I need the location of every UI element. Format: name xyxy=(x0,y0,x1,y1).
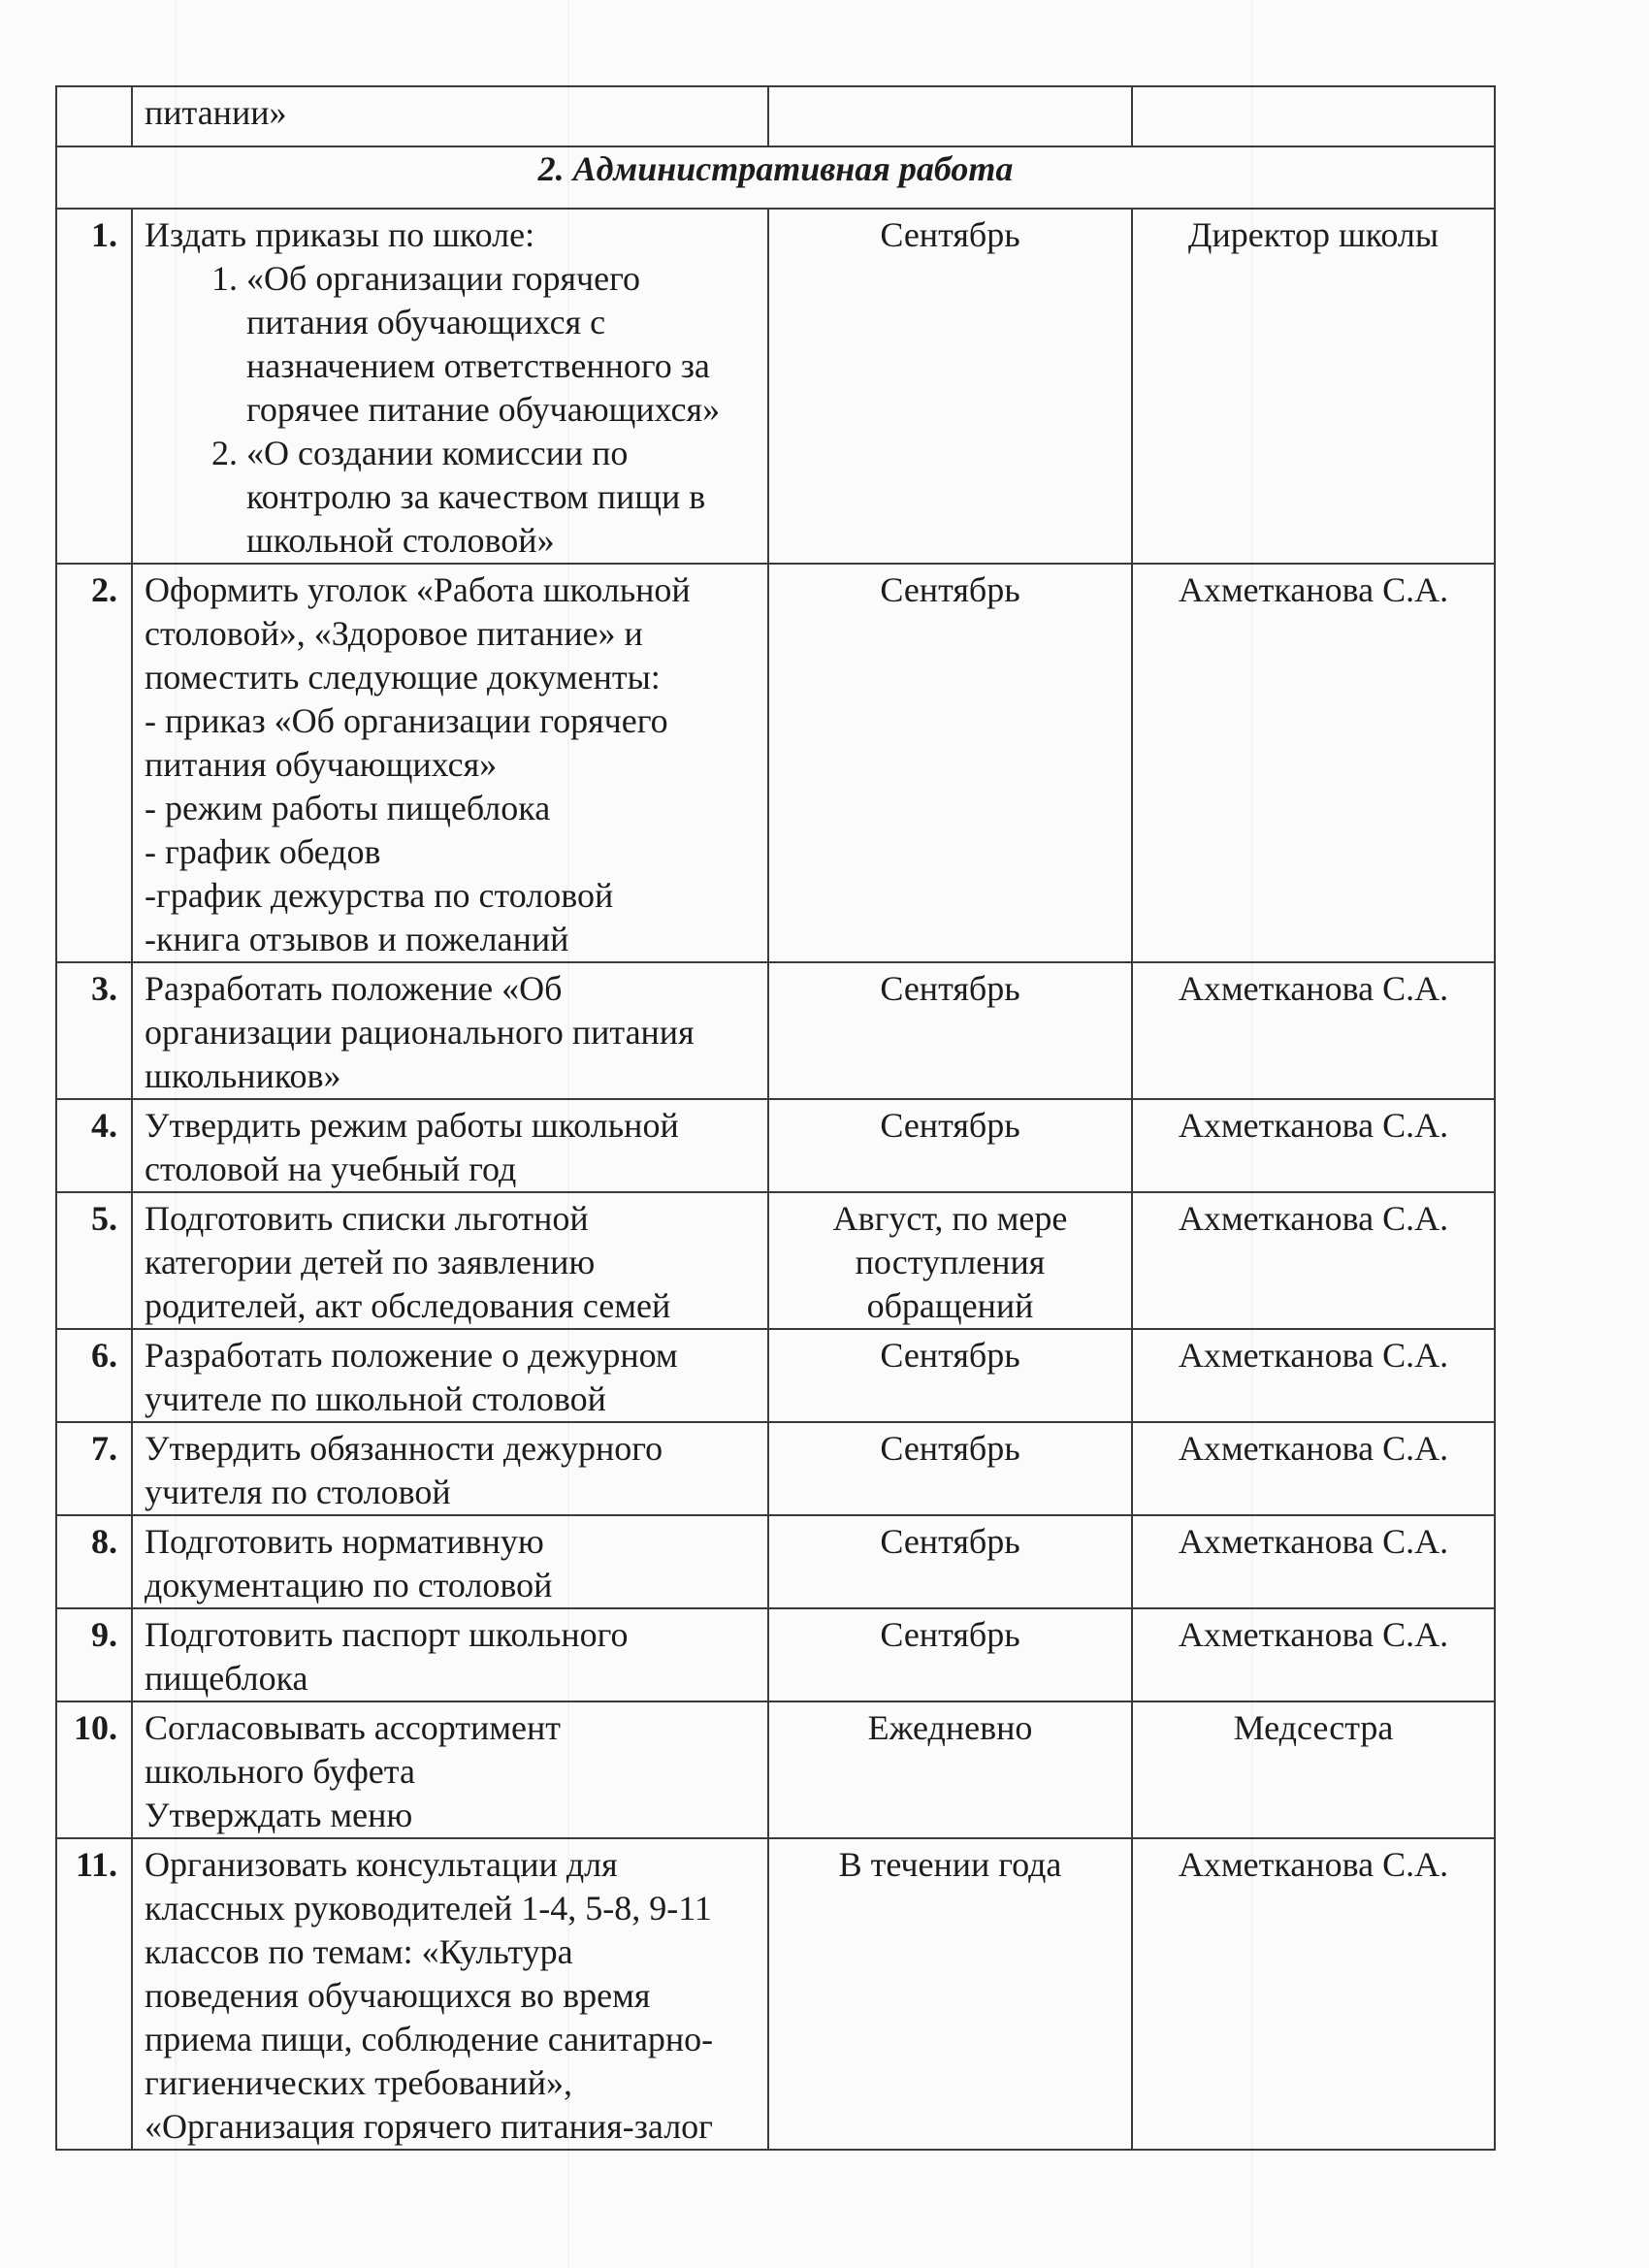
row-number: 2. xyxy=(56,564,132,962)
row-number: 6. xyxy=(56,1329,132,1422)
term-cell: Сентябрь xyxy=(768,1329,1132,1422)
task-cell xyxy=(132,1329,768,1422)
table-row xyxy=(56,1608,1495,1701)
row-number: 5. xyxy=(56,1192,132,1329)
table-row xyxy=(56,1701,1495,1838)
task-cell xyxy=(132,1192,768,1329)
table-row xyxy=(56,1099,1495,1192)
table-row xyxy=(56,209,1495,564)
task-cell xyxy=(132,1422,768,1515)
task-line: школьного буфета xyxy=(145,1752,415,1791)
task-line: столовой», «Здоровое питание» и xyxy=(145,614,643,653)
task-cell xyxy=(132,209,768,564)
row-number: 9. xyxy=(56,1608,132,1701)
task-line: Утвердить режим работы школьной xyxy=(145,1106,679,1145)
task-line: поведения обучающихся во время xyxy=(145,1976,651,2015)
task-line: питания обучающихся» xyxy=(145,745,498,784)
responsible-cell: Ахметканова С.А. xyxy=(1132,1608,1495,1701)
table-row xyxy=(56,1515,1495,1608)
task-line: учителе по школьной столовой xyxy=(145,1379,606,1418)
task-line: 2. «О создании комиссии по xyxy=(246,434,629,472)
task-cell xyxy=(132,1838,768,2150)
row-number-cell xyxy=(56,86,132,146)
task-line: Подготовить списки льготной xyxy=(145,1199,589,1238)
term-cell: Сентябрь xyxy=(768,1099,1132,1192)
task-cell: питании» xyxy=(132,86,768,146)
task-line: Утвердить обязанности дежурного xyxy=(145,1429,663,1468)
task-line: контролю за качеством пищи в xyxy=(246,477,706,516)
task-line: 1. «Об организации горячего xyxy=(246,259,640,298)
task-line: категории детей по заявлению xyxy=(145,1243,596,1281)
term-line: обращений xyxy=(866,1286,1034,1325)
term-cell: Сентябрь xyxy=(768,1608,1132,1701)
task-line: горячее питание обучающихся» xyxy=(246,390,721,429)
task-cell xyxy=(132,962,768,1099)
table-row-continuation xyxy=(56,86,1495,146)
task-cell xyxy=(132,1701,768,1838)
task-cell xyxy=(132,564,768,962)
task-line: родителей, акт обследования семей xyxy=(145,1286,671,1325)
responsible-cell: Ахметканова С.А. xyxy=(1132,1838,1495,2150)
term-cell xyxy=(768,1192,1132,1329)
responsible-cell: Ахметканова С.А. xyxy=(1132,564,1495,962)
row-number: 7. xyxy=(56,1422,132,1515)
task-line: назначением ответственного за xyxy=(246,346,710,385)
task-line: питания обучающихся с xyxy=(246,303,606,341)
task-line: Разработать положение «Об xyxy=(145,969,563,1008)
task-line: Утверждать меню xyxy=(145,1796,413,1834)
task-line: школьников» xyxy=(145,1056,341,1095)
row-number: 4. xyxy=(56,1099,132,1192)
row-number: 11. xyxy=(56,1838,132,2150)
task-line: гигиенических требований», xyxy=(145,2063,573,2102)
task-line: пищеблока xyxy=(145,1659,308,1698)
table-row xyxy=(56,1838,1495,2150)
term-cell: В течении года xyxy=(768,1838,1132,2150)
task-line: приема пищи, соблюдение санитарно- xyxy=(145,2020,714,2058)
table-row xyxy=(56,564,1495,962)
task-line: организации рационального питания xyxy=(145,1013,695,1052)
responsible-cell: Директор школы xyxy=(1132,209,1495,564)
task-line: столовой на учебный год xyxy=(145,1150,517,1188)
responsible-cell: Ахметканова С.А. xyxy=(1132,1192,1495,1329)
task-cell xyxy=(132,1608,768,1701)
responsible-cell xyxy=(1132,86,1495,146)
task-line: Организовать консультации для xyxy=(145,1845,618,1884)
term-cell: Сентябрь xyxy=(768,962,1132,1099)
task-cell xyxy=(132,1099,768,1192)
responsible-cell: Ахметканова С.А. xyxy=(1132,1422,1495,1515)
task-line: документацию по столовой xyxy=(145,1566,553,1604)
task-line: поместить следующие документы: xyxy=(145,658,661,697)
row-number: 3. xyxy=(56,962,132,1099)
row-number: 10. xyxy=(56,1701,132,1838)
orders-list xyxy=(145,257,758,563)
task-line: Согласовывать ассортимент xyxy=(145,1708,561,1747)
list-item xyxy=(246,432,758,563)
term-cell: Сентябрь xyxy=(768,209,1132,564)
task-line: -книга отзывов и пожеланий xyxy=(145,920,569,958)
term-line: поступления xyxy=(855,1243,1046,1281)
task-line: - приказ «Об организации горячего xyxy=(145,701,668,740)
responsible-cell: Ахметканова С.А. xyxy=(1132,1329,1495,1422)
term-cell: Сентябрь xyxy=(768,1422,1132,1515)
row-number: 1. xyxy=(56,209,132,564)
table-row xyxy=(56,962,1495,1099)
task-line: - график обедов xyxy=(145,832,381,871)
row-number: 8. xyxy=(56,1515,132,1608)
task-line: учителя по столовой xyxy=(145,1473,451,1511)
table-row xyxy=(56,1329,1495,1422)
term-cell: Сентябрь xyxy=(768,564,1132,962)
responsible-cell: Ахметканова С.А. xyxy=(1132,962,1495,1099)
plan-table xyxy=(55,85,1496,2151)
task-line: Оформить уголок «Работа школьной xyxy=(145,570,691,609)
task-line: Разработать положение о дежурном xyxy=(145,1336,678,1375)
task-line: школьной столовой» xyxy=(246,521,555,560)
term-cell: Ежедневно xyxy=(768,1701,1132,1838)
task-line: Подготовить нормативную xyxy=(145,1522,544,1561)
responsible-cell: Ахметканова С.А. xyxy=(1132,1099,1495,1192)
list-item xyxy=(246,257,758,432)
task-line: - режим работы пищеблока xyxy=(145,789,551,827)
table-row xyxy=(56,1192,1495,1329)
section-title: 2. Административная работа xyxy=(56,146,1495,209)
responsible-cell: Медсестра xyxy=(1132,1701,1495,1838)
term-line: Август, по мере xyxy=(832,1199,1068,1238)
task-line: -график дежурства по столовой xyxy=(145,876,614,915)
task-line: Издать приказы по школе: xyxy=(145,215,535,254)
task-line: классов по темам: «Культура xyxy=(145,1932,573,1971)
section-header-row xyxy=(56,146,1495,209)
term-cell xyxy=(768,86,1132,146)
task-cell xyxy=(132,1515,768,1608)
task-line: классных руководителей 1-4, 5-8, 9-11 xyxy=(145,1889,712,1928)
task-line: «Организация горячего питания-залог xyxy=(145,2107,713,2146)
responsible-cell: Ахметканова С.А. xyxy=(1132,1515,1495,1608)
task-line: Подготовить паспорт школьного xyxy=(145,1615,629,1654)
table-row xyxy=(56,1422,1495,1515)
term-cell: Сентябрь xyxy=(768,1515,1132,1608)
